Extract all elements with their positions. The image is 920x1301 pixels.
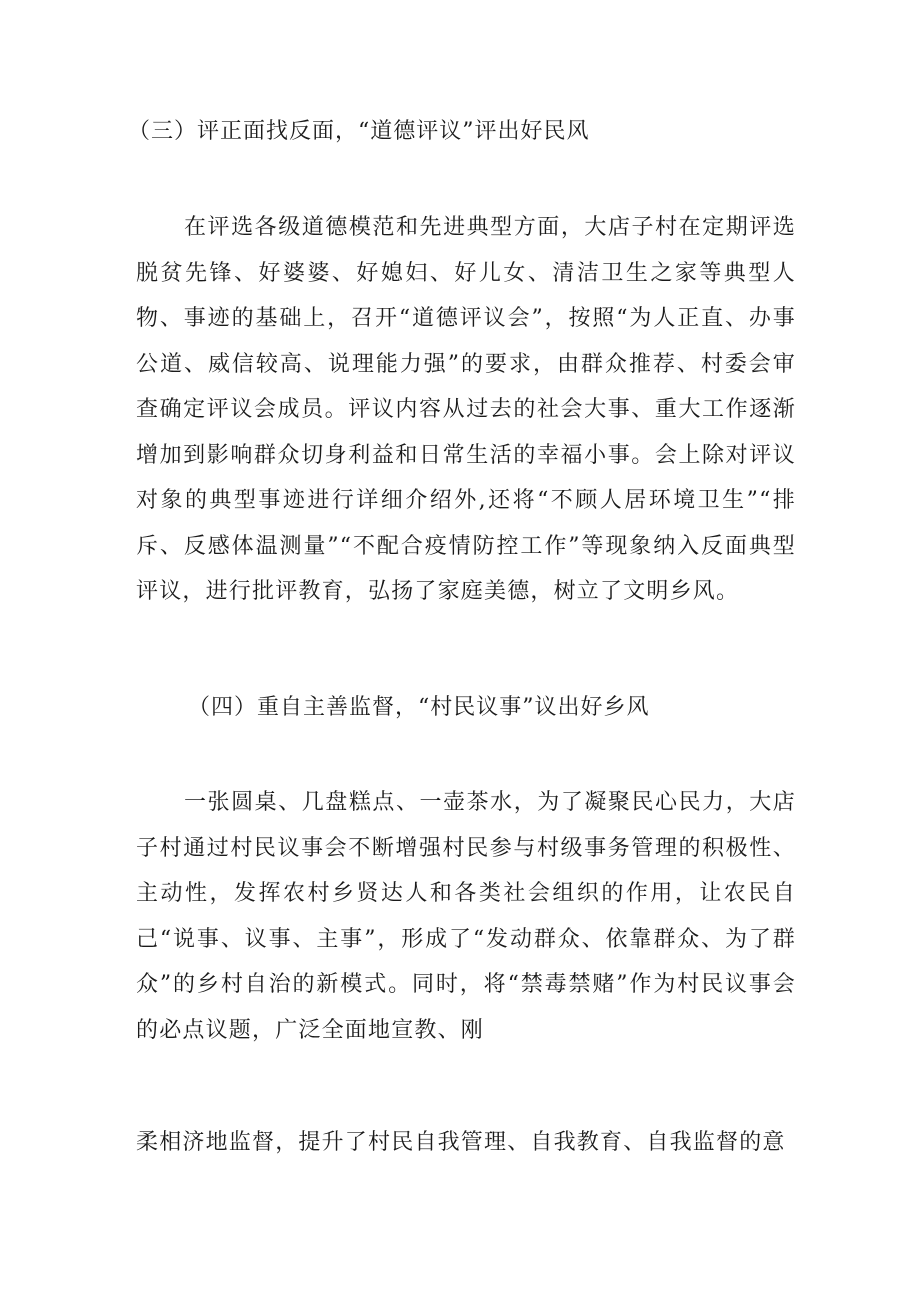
section-4-heading: （四）重自主善监督，“村民议事”议出好乡风 <box>188 695 650 720</box>
section-3-paragraph: 在评选各级道德模范和先进典型方面，大店子村在定期评选脱贫先锋、好婆婆、好媳妇、好儿女、清洁卫生之家等典型人物、事迹的基础上，召开“道德评议会”，按照“为人正直、办事公道、威信较高、说理能力强”的要求，由群众推荐、村委会审查确定评议会成员。评议内容从过去的社会大事、重大工作逐渐增加到影响群众切身利益和日常生活的幸福小事。会上除对评议对象的典型事迹进行详细介绍外,还将“不顾人居环境卫生”“排斥、反感体温测量”“不配合疫情防控工作”等现象纳入反面典型评议，进行批评教育，弘扬了家庭美德，树立了文明乡风。 <box>136 215 796 604</box>
section-4-paragraph-continuation: 柔相济地监督，提升了村民自我管理、自我教育、自我监督的意 <box>136 1130 786 1155</box>
section-3-heading: （三）评正面找反面，“道德评议”评出好民风 <box>128 119 590 144</box>
section-4-paragraph: 一张圆桌、几盘糕点、一壶茶水，为了凝聚民心民力，大店子村通过村民议事会不断增强村民参与村级事务管理的积极性、主动性，发挥农村乡贤达人和各类社会组织的作用，让农民自己“说事、议事、主事”，形成了“发动群众、依靠群众、为了群众”的乡村自治的新模式。同时，将“禁毒禁赌”作为村民议事会的必点议题，广泛全面地宣教、刚 <box>136 790 796 1043</box>
